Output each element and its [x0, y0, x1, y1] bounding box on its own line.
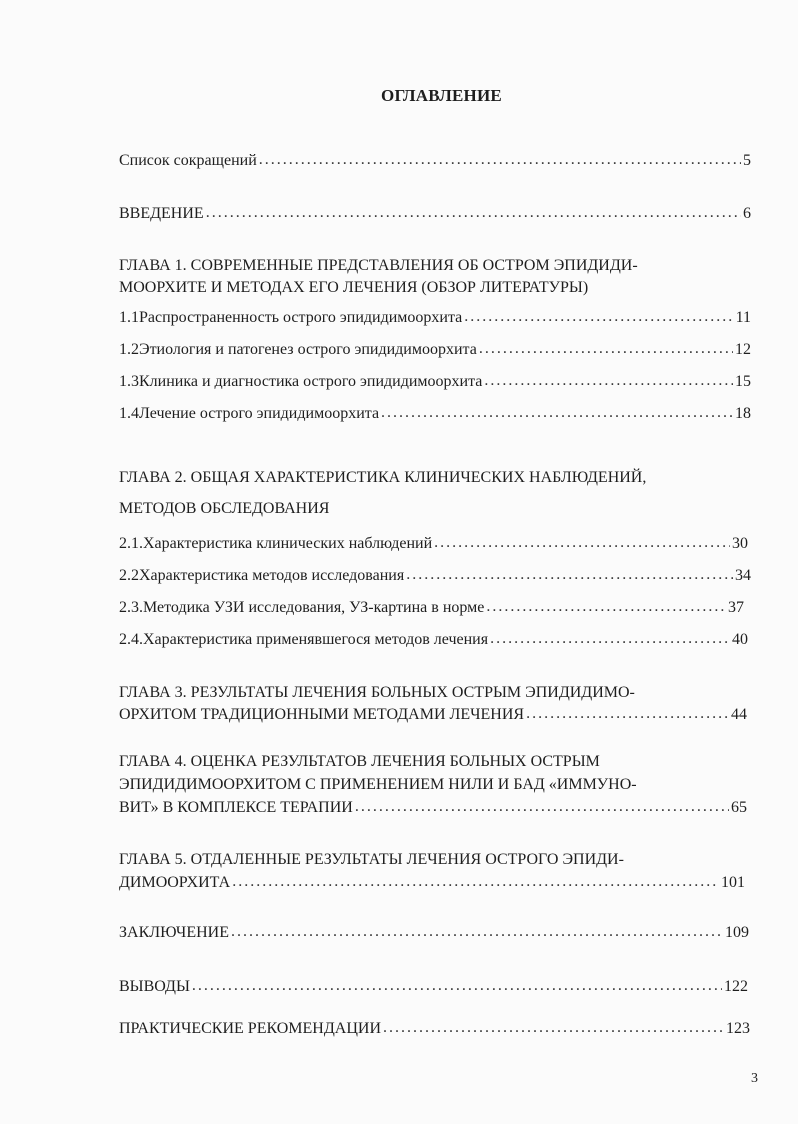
toc-entry-1-2[interactable] — [119, 340, 751, 360]
chapter-4-heading-line-2[interactable]: ЭПИДИДИМООРХИТОМ С ПРИМЕНЕНИЕМ НИЛИ И БАД «ИММУНО- — [119, 776, 637, 793]
dot-leader — [206, 203, 741, 223]
dot-leader — [355, 797, 729, 817]
toc-entry-findings[interactable] — [119, 977, 748, 997]
chapter-1-heading-line-2[interactable]: МООРХИТЕ И МЕТОДАХ ЕГО ЛЕЧЕНИЯ (ОБЗОР ЛИТЕРАТУРЫ) — [119, 279, 589, 296]
toc-page-number: 18 — [735, 405, 751, 422]
toc-page-number: 123 — [726, 1020, 750, 1037]
toc-entry-label: Методика УЗИ исследования, УЗ-картина в норме — [143, 599, 485, 616]
toc-entry-label: ВЫВОДЫ — [119, 978, 190, 995]
toc-page-number: 6 — [743, 205, 751, 222]
toc-page-number: 109 — [725, 924, 749, 941]
section-number: 2.3. — [119, 599, 143, 616]
toc-page-number: 15 — [735, 373, 751, 390]
dot-leader — [479, 339, 733, 359]
dot-leader — [231, 922, 723, 942]
toc-entry-2-3[interactable] — [119, 598, 744, 618]
dot-leader — [383, 1018, 724, 1038]
chapter-1-heading-line-1[interactable]: ГЛАВА 1. СОВРЕМЕННЫЕ ПРЕДСТАВЛЕНИЯ ОБ ОСТРОМ ЭПИДИДИ- — [119, 257, 638, 274]
toc-page-number: 37 — [728, 599, 744, 616]
toc-page-number: 44 — [731, 706, 747, 723]
toc-entry-recommendations[interactable] — [119, 1019, 750, 1039]
chapter-3-heading-line-1[interactable]: ГЛАВА 3. РЕЗУЛЬТАТЫ ЛЕЧЕНИЯ БОЛЬНЫХ ОСТРЫМ ЭПИДИДИМО- — [119, 684, 635, 701]
dot-leader — [484, 371, 733, 391]
toc-entry-1-3[interactable] — [119, 372, 751, 392]
toc-page-number: 101 — [721, 874, 745, 891]
dot-leader — [486, 597, 726, 617]
toc-entry-abbreviations[interactable] — [119, 151, 751, 171]
dot-leader — [232, 872, 719, 892]
dot-leader — [526, 704, 729, 724]
page-number: 3 — [751, 1071, 758, 1086]
toc-entry-label: Характеристика методов исследования — [139, 567, 405, 584]
section-number: 1.3 — [119, 373, 139, 390]
chapter-2-heading-line-1[interactable]: ГЛАВА 2. ОБЩАЯ ХАРАКТЕРИСТИКА КЛИНИЧЕСКИХ НАБЛЮДЕНИЙ, — [119, 469, 647, 486]
toc-page-number: 34 — [735, 567, 751, 584]
toc-entry-label: ПРАКТИЧЕСКИЕ РЕКОМЕНДАЦИИ — [119, 1020, 381, 1037]
chapter-4-heading-line-1[interactable]: ГЛАВА 4. ОЦЕНКА РЕЗУЛЬТАТОВ ЛЕЧЕНИЯ БОЛЬНЫХ ОСТРЫМ — [119, 753, 600, 770]
section-number: 1.1 — [119, 309, 139, 326]
toc-entry-label: Лечение острого эпидидимоорхита — [139, 405, 380, 422]
dot-leader — [434, 533, 730, 553]
page-title: ОГЛАВЛЕНИЕ — [381, 86, 502, 105]
toc-entry-1-1[interactable] — [119, 308, 751, 328]
section-number: 2.2 — [119, 567, 139, 584]
toc-entry-label: Распространенность острого эпидидимоорхита — [139, 309, 463, 326]
toc-entry-label: Список сокращений — [119, 152, 257, 169]
toc-entry-label: ЗАКЛЮЧЕНИЕ — [119, 924, 229, 941]
toc-entry-label: Этиология и патогенез острого эпидидимоорхита — [139, 341, 477, 358]
toc-entry-chapter-4[interactable] — [119, 798, 747, 818]
chapter-5-heading-line-1[interactable]: ГЛАВА 5. ОТДАЛЕННЫЕ РЕЗУЛЬТАТЫ ЛЕЧЕНИЯ ОСТРОГО ЭПИДИ- — [119, 851, 624, 868]
toc-page-number: 40 — [732, 631, 748, 648]
toc-entry-introduction[interactable] — [119, 204, 751, 224]
toc-entry-2-2[interactable] — [119, 566, 751, 586]
toc-entry-label: ДИМООРХИТА — [119, 874, 231, 891]
section-number: 1.2 — [119, 341, 139, 358]
toc-entry-label: Характеристика применявшегося методов лечения — [143, 631, 489, 648]
toc-entry-1-4[interactable] — [119, 404, 751, 424]
dot-leader — [192, 976, 722, 996]
toc-entry-chapter-5[interactable] — [119, 873, 745, 893]
dot-leader — [259, 150, 741, 170]
toc-entry-chapter-3[interactable] — [119, 705, 747, 725]
toc-entry-label: Клиника и диагностика острого эпидидимоорхита — [139, 373, 483, 390]
toc-entry-label: ВВЕДЕНИЕ — [119, 205, 204, 222]
chapter-2-heading-line-2[interactable]: МЕТОДОВ ОБСЛЕДОВАНИЯ — [119, 500, 330, 517]
section-number: 2.4. — [119, 631, 143, 648]
toc-page-number: 11 — [735, 309, 751, 326]
toc-entry-label: Характеристика клинических наблюдений — [143, 535, 433, 552]
dot-leader — [490, 629, 730, 649]
toc-entry-2-4[interactable] — [119, 630, 748, 650]
section-number: 2.1. — [119, 535, 143, 552]
dot-leader — [381, 403, 733, 423]
toc-entry-2-1[interactable] — [119, 534, 748, 554]
toc-entry-label: ВИТ» В КОМПЛЕКСЕ ТЕРАПИИ — [119, 799, 353, 816]
toc-page-number: 65 — [731, 799, 747, 816]
toc-page-number: 12 — [735, 341, 751, 358]
dot-leader — [464, 307, 733, 327]
toc-page-number: 30 — [732, 535, 748, 552]
toc-page-number: 5 — [743, 152, 751, 169]
toc-page-number: 122 — [724, 978, 748, 995]
section-number: 1.4 — [119, 405, 139, 422]
toc-entry-label: ОРХИТОМ ТРАДИЦИОННЫМИ МЕТОДАМИ ЛЕЧЕНИЯ — [119, 706, 525, 723]
dot-leader — [406, 565, 733, 585]
toc-entry-conclusion[interactable] — [119, 923, 749, 943]
